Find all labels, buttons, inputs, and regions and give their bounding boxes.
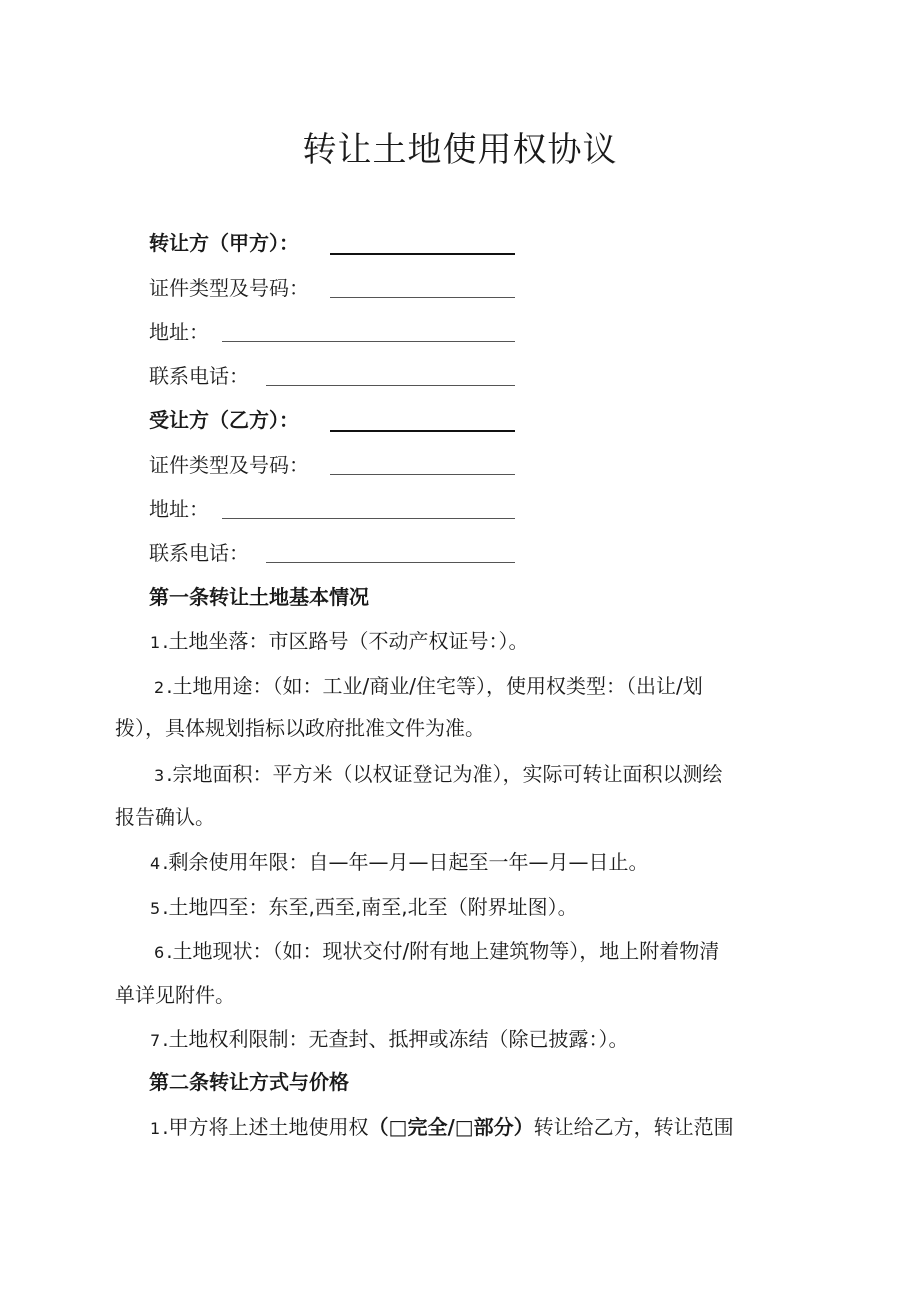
party-a-blank[interactable] [330,253,515,255]
party-a-address-blank[interactable] [222,341,515,342]
item-number: 5 [150,899,161,918]
party-b-id-label: 证件类型及号码： [149,453,309,477]
party-b-id-blank[interactable] [330,474,515,475]
party-b-address-label: 地址： [149,497,209,521]
item-number: 2 [154,678,165,697]
item-text: .土地用途：（如：工业/商业/住宅等），使用权类型：（出让/划 [166,674,703,698]
party-a-id-blank[interactable] [330,297,515,298]
item-text: .剩余使用年限：自—年—月—日起至一年—月—日止。 [162,850,649,874]
article-1-heading: 第一条转让土地基本情况 [149,585,369,609]
article-1-item-5 [150,892,578,924]
document-title: 转让土地使用权协议 [302,130,618,170]
article-1-item-2 [154,671,703,703]
item-text: .宗地面积：平方米（以权证登记为准），实际可转让面积以测绘 [166,762,723,786]
item-text: .土地坐落：市区路号（不动产权证号：）。 [162,629,529,653]
item-text: .甲方将上述土地使用权 [162,1115,369,1139]
article-1-item-6 [154,936,719,968]
party-a-id-label: 证件类型及号码： [149,276,309,300]
party-a-phone-blank[interactable] [266,385,515,386]
transfer-scope-checkboxes[interactable]: （□完全/□部分） [368,1115,534,1139]
item-number: 1 [150,1119,161,1138]
party-b-label: 受让方（乙方）： [149,408,299,432]
item-number: 1 [150,633,161,652]
item-text-tail: 转让给乙方，转让范围 [533,1115,734,1139]
party-a-phone-label: 联系电话： [149,364,249,388]
article-1-item-2-cont: 拨），具体规划指标以政府批准文件为准。 [115,716,485,740]
article-2-item-1 [150,1112,734,1144]
party-b-phone-blank[interactable] [266,562,515,563]
item-number: 3 [154,766,165,785]
article-1-item-4 [150,847,649,879]
party-b-phone-label: 联系电话： [149,541,249,565]
item-text: .土地四至：东至,西至,南至,北至（附界址图）。 [162,895,578,919]
party-a-label: 转让方（甲方）： [149,231,299,255]
item-number: 7 [150,1031,161,1050]
item-text: .土地现状：（如：现状交付/附有地上建筑物等），地上附着物清 [166,939,720,963]
party-b-blank[interactable] [330,430,515,432]
item-number: 6 [154,943,165,962]
article-1-item-1 [150,626,529,658]
article-1-item-7 [150,1024,629,1056]
item-text: .土地权利限制：无查封、抵押或冻结（除已披露：）。 [162,1027,629,1051]
article-1-item-3-cont: 报告确认。 [115,805,215,829]
article-1-item-6-cont: 单详见附件。 [115,983,235,1007]
party-a-address-label: 地址： [149,320,209,344]
article-2-heading: 第二条转让方式与价格 [149,1070,349,1094]
item-number: 4 [150,854,161,873]
article-1-item-3 [154,759,723,791]
party-b-address-blank[interactable] [222,518,515,519]
